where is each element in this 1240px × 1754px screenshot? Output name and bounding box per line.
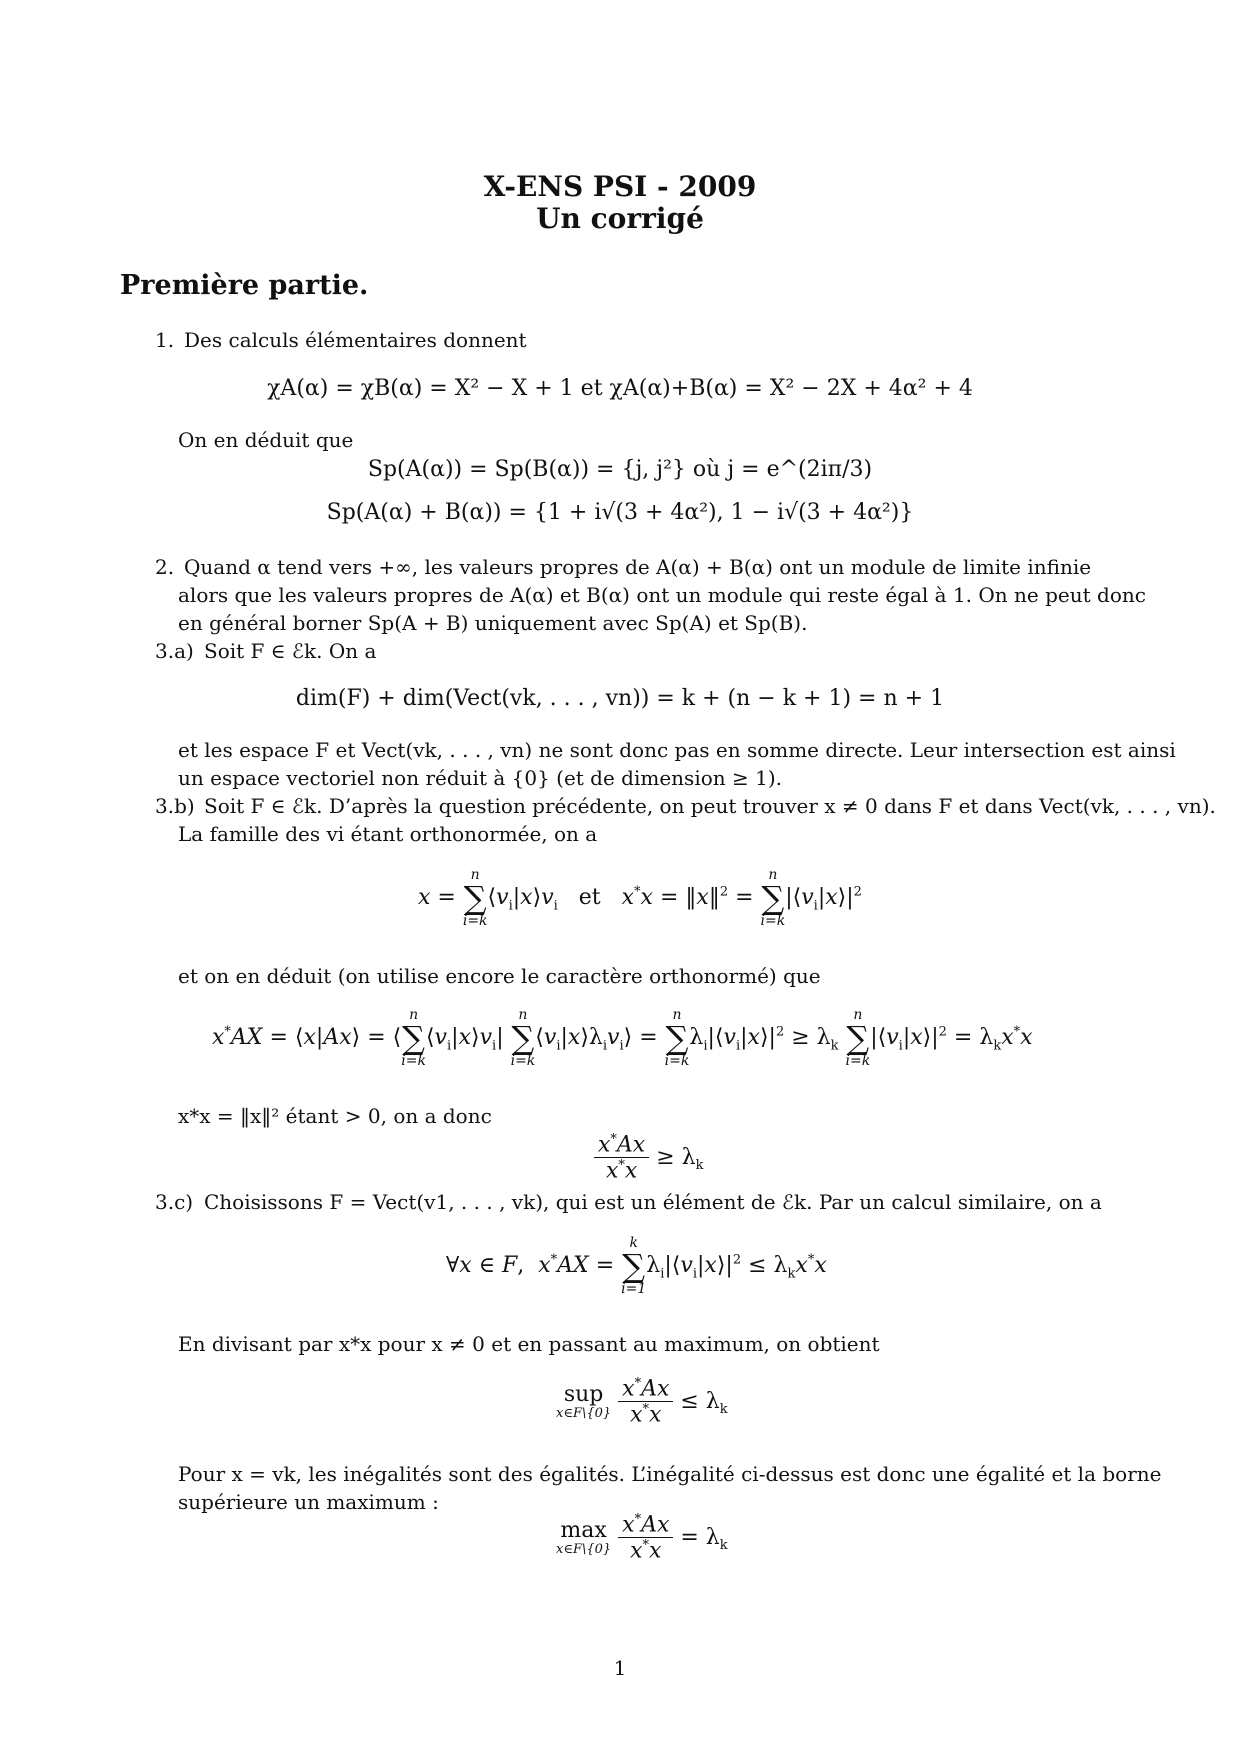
document-title: X-ENS PSI - 2009: [483, 170, 757, 203]
q3b-equation-rayleigh: x*AX = ⟨x|Ax⟩ = ⟨ n ∑ i=k $⟨v_i|x⟩v_i|$ n ∑ i=k $⟨v_i|x⟩\lambda_iv_i⟩$ = n ∑ i=k $\lambda_i|⟨v_i|x⟩|^2 \ge \lambda_k$ n ∑ i=k $|⟨v_i|x⟩|^2 = \lambda_kx^*x$: [212, 1007, 1033, 1069]
q3c-line-4: supérieure un maximum :: [178, 1490, 439, 1514]
q3c-equation-sup: sup x∈F\{0} $\frac{x^*Ax}{x^*x}$ ≤ $\lambda_k$: [556, 1376, 728, 1428]
q3a-line-3: un espace vectoriel non réduit à {0} (et de dimension ≥ 1).: [178, 766, 782, 790]
document-subtitle: Un corrigé: [536, 202, 704, 235]
q1-label: 1.: [155, 328, 175, 352]
q3c-line-1: Choisissons F = Vect(v1, . . . , vk), qui est un élément de ℰk. Par un calcul similaire, on a: [204, 1190, 1102, 1214]
q3b-line-3: et on en déduit (on utilise encore le caractère orthonormé) que: [178, 964, 821, 988]
q1-equation-spectrum: Sp(A(α)) = Sp(B(α)) = {j, j²} où j = e^(2iπ/3): [367, 457, 873, 482]
q3b-line-1: Soit F ∈ ℰk. D’après la question précédente, on peut trouver x ≠ 0 dans F et dans Vect(vk, . . . , vn).: [204, 794, 1216, 818]
q3a-equation-dimension: dim(F) + dim(Vect(vk, . . . , vn)) = k + (n − k + 1) = n + 1: [295, 686, 945, 711]
q3b-line-2: La famille des vi étant orthonormée, on a: [178, 822, 598, 846]
q3c-equation-max: max x∈F\{0} $\frac{x^*Ax}{x^*x}$ = $\lambda_k$: [556, 1512, 728, 1564]
q3a-label: 3.a): [155, 639, 194, 663]
q2-line-2: alors que les valeurs propres de A(α) et B(α) ont un module qui reste égal à 1. On ne peut donc: [178, 583, 1146, 607]
q1-equation-spectrum-sum: Sp(A(α) + B(α)) = {1 + i√(3 + 4α²), 1 − i√(3 + 4α²)}: [326, 500, 914, 525]
q1-equation-characteristic: χA(α) = χB(α) = X² − X + 1 et χA(α)+B(α) = X² − 2X + 4α² + 4: [267, 376, 973, 401]
q3b-equation-bound: $\frac{x^*Ax}{x^*x}$ ≥ $\lambda_k$: [594, 1132, 703, 1184]
q3b-line-4: x*x = ‖x‖² étant > 0, on a donc: [178, 1104, 492, 1128]
q1-intro: Des calculs élémentaires donnent: [184, 328, 527, 352]
q1-deduce: On en déduit que: [178, 428, 354, 452]
q3c-line-2: En divisant par x*x pour x ≠ 0 et en passant au maximum, on obtient: [178, 1332, 880, 1356]
q3a-line-2: et les espace F et Vect(vk, . . . , vn) ne sont donc pas en somme directe. Leur intersection est ainsi: [178, 738, 1176, 762]
q2-line-3: en général borner Sp(A + B) uniquement avec Sp(A) et Sp(B).: [178, 611, 808, 635]
q3b-equation-decomposition: x = n ∑ i=k $⟨v_i|x⟩v_i$ et x*x = ‖x‖$^2$ = n ∑ i=k $|⟨v_i|x⟩|^2$: [418, 867, 862, 929]
page-number: 1: [613, 1656, 627, 1680]
q3c-line-3: Pour x = vk, les inégalités sont des égalités. L’inégalité ci-dessus est donc une égalité et la borne: [178, 1462, 1162, 1486]
q3c-equation-upper: ∀x ∈ F, x*AX = k ∑ i=1 $\lambda_i|⟨v_i|x⟩|^2 \le \lambda_kx^*x$: [446, 1235, 827, 1297]
q3b-label: 3.b): [155, 794, 195, 818]
section-title: Première partie.: [120, 270, 369, 301]
q2-line-1: Quand α tend vers +∞, les valeurs propres de A(α) + B(α) ont un module de limite infinie: [184, 555, 1092, 579]
q3c-label: 3.c): [155, 1190, 194, 1214]
q3a-line-1: Soit F ∈ ℰk. On a: [204, 639, 377, 663]
q2-label: 2.: [155, 555, 175, 579]
